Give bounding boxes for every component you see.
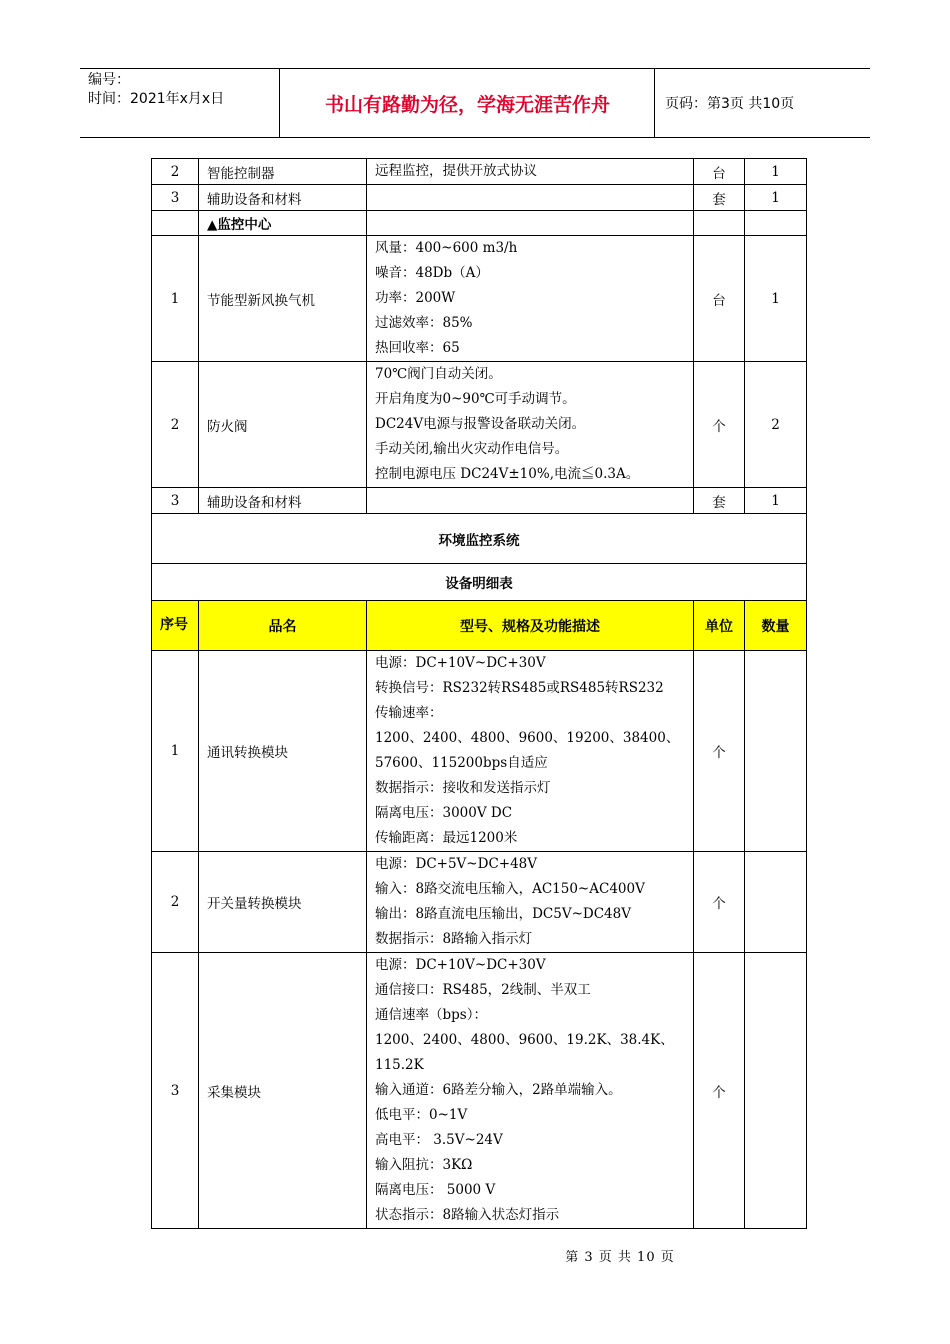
equipment-table <box>151 158 807 1229</box>
empty-cell <box>694 211 745 236</box>
column-header-row <box>152 601 807 651</box>
table-row <box>152 236 807 362</box>
spec-line: 传输距离：最远1200米 <box>375 830 518 846</box>
qty-cell: 1 <box>745 236 807 362</box>
spec-line: 转换信号：RS232转RS485或RS485转RS232 <box>375 680 664 696</box>
no-cell: 3 <box>152 488 199 514</box>
unit-cell: 台 <box>694 159 745 185</box>
spec-cell <box>367 852 694 953</box>
spec-cell <box>367 362 694 488</box>
spec-line: 状态指示：8路输入状态灯指示 <box>375 1207 560 1223</box>
spec-line: 开启角度为0~90℃可手动调节。 <box>375 391 576 407</box>
spec-line: DC24V电源与报警设备联动关闭。 <box>375 416 586 432</box>
spec-line: 70℃阀门自动关闭。 <box>375 366 502 382</box>
spec-line: 热回收率：65 <box>375 340 460 356</box>
qty-cell: 1 <box>745 159 807 185</box>
no-cell: 1 <box>152 236 199 362</box>
no-cell: 1 <box>152 651 199 852</box>
spec-line: 数据指示：8路输入指示灯 <box>375 931 533 947</box>
spec-cell <box>367 185 694 211</box>
section-row <box>152 211 807 236</box>
no-cell: 2 <box>152 362 199 488</box>
spec-line: 手动关闭,输出火灾动作电信号。 <box>375 441 569 457</box>
spec-line: 数据指示：接收和发送指示灯 <box>375 780 551 796</box>
spec-line: 噪音：48Db（A） <box>375 265 489 281</box>
name-cell: 采集模块 <box>199 953 367 1229</box>
empty-cell <box>367 211 694 236</box>
spec-cell <box>367 953 694 1229</box>
table-row <box>152 159 807 185</box>
spec-line: 隔离电压：3000V DC <box>375 805 513 821</box>
spec-line: 57600、115200bps自适应 <box>375 755 548 771</box>
name-cell: 通讯转换模块 <box>199 651 367 852</box>
spec-line: 功率：200W <box>375 290 456 306</box>
spec-line: 控制电源电压 DC24V±10%,电流≦0.3A。 <box>375 466 640 482</box>
spec-cell <box>367 651 694 852</box>
qty-cell: 2 <box>745 362 807 488</box>
spec-line: 电源：DC+5V~DC+48V <box>375 856 538 872</box>
spec-line: 输入阻抗：3KΩ <box>375 1157 473 1173</box>
qty-cell: 1 <box>745 185 807 211</box>
spec-cell <box>367 159 694 185</box>
spec-cell <box>367 488 694 514</box>
name-cell: 节能型新风换气机 <box>199 236 367 362</box>
system-title: 环境监控系统 <box>152 514 807 564</box>
unit-cell: 台 <box>694 236 745 362</box>
name-cell: 辅助设备和材料 <box>199 488 367 514</box>
empty-cell <box>152 211 199 236</box>
header-info-cell <box>80 69 280 137</box>
spec-line: 输入：8路交流电压输入，AC150~AC400V <box>375 881 645 897</box>
spec-cell <box>367 236 694 362</box>
spec-line: 风量：400~600 m3/h <box>375 240 518 256</box>
table-row <box>152 953 807 1229</box>
section-title: ▲监控中心 <box>199 211 367 236</box>
table-row <box>152 651 807 852</box>
spec-line: 输入通道：6路差分输入，2路单端输入。 <box>375 1082 622 1098</box>
spec-line: 电源：DC+10V~DC+30V <box>375 655 546 671</box>
no-cell: 2 <box>152 852 199 953</box>
page-header <box>80 68 870 138</box>
spec-line: 115.2K <box>375 1057 424 1073</box>
spec-line: 传输速率： <box>375 705 443 721</box>
table-title: 设备明细表 <box>152 564 807 601</box>
column-header: 序号 <box>152 601 199 651</box>
no-cell: 2 <box>152 159 199 185</box>
unit-cell: 个 <box>694 362 745 488</box>
unit-cell: 个 <box>694 852 745 953</box>
spec-line: 远程监控，提供开放式协议 <box>375 163 537 179</box>
code-label: 编号： <box>88 72 130 88</box>
qty-cell <box>745 953 807 1229</box>
spec-line: 输出：8路直流电压输出，DC5V~DC48V <box>375 906 631 922</box>
spec-line: 通信接口：RS485，2线制、半双工 <box>375 982 591 998</box>
spec-line: 低电平：0~1V <box>375 1107 468 1123</box>
qty-cell <box>745 852 807 953</box>
time-label: 时间：2021年x月x日 <box>88 91 225 107</box>
unit-cell: 个 <box>694 651 745 852</box>
name-cell: 智能控制器 <box>199 159 367 185</box>
qty-cell: 1 <box>745 488 807 514</box>
spec-line: 1200、2400、4800、9600、19200、38400、 <box>375 730 680 746</box>
spec-line: 1200、2400、4800、9600、19.2K、38.4K、 <box>375 1032 674 1048</box>
table-row <box>152 852 807 953</box>
column-header: 型号、规格及功能描述 <box>367 601 694 651</box>
qty-cell <box>745 651 807 852</box>
spec-line: 电源：DC+10V~DC+30V <box>375 957 546 973</box>
table-row <box>152 185 807 211</box>
no-cell: 3 <box>152 953 199 1229</box>
page-label: 页码：第3页 共10页 <box>665 96 795 112</box>
table-row <box>152 362 807 488</box>
column-header: 数量 <box>745 601 807 651</box>
name-cell: 开关量转换模块 <box>199 852 367 953</box>
motto: 书山有路勤为径，学海无涯苦作舟 <box>281 69 655 137</box>
name-cell: 防火阀 <box>199 362 367 488</box>
unit-cell: 套 <box>694 185 745 211</box>
column-header: 品名 <box>199 601 367 651</box>
spec-line: 隔离电压： 5000 V <box>375 1182 496 1198</box>
empty-cell <box>745 211 807 236</box>
no-cell: 3 <box>152 185 199 211</box>
spec-line: 高电平： 3.5V~24V <box>375 1132 503 1148</box>
name-cell: 辅助设备和材料 <box>199 185 367 211</box>
spec-line: 过滤效率：85% <box>375 315 473 331</box>
unit-cell: 套 <box>694 488 745 514</box>
column-header: 单位 <box>694 601 745 651</box>
spec-line: 通信速率（bps）： <box>375 1007 487 1023</box>
page-footer: 第 3 页 共 10 页 <box>565 1250 675 1265</box>
unit-cell: 个 <box>694 953 745 1229</box>
table-row <box>152 488 807 514</box>
